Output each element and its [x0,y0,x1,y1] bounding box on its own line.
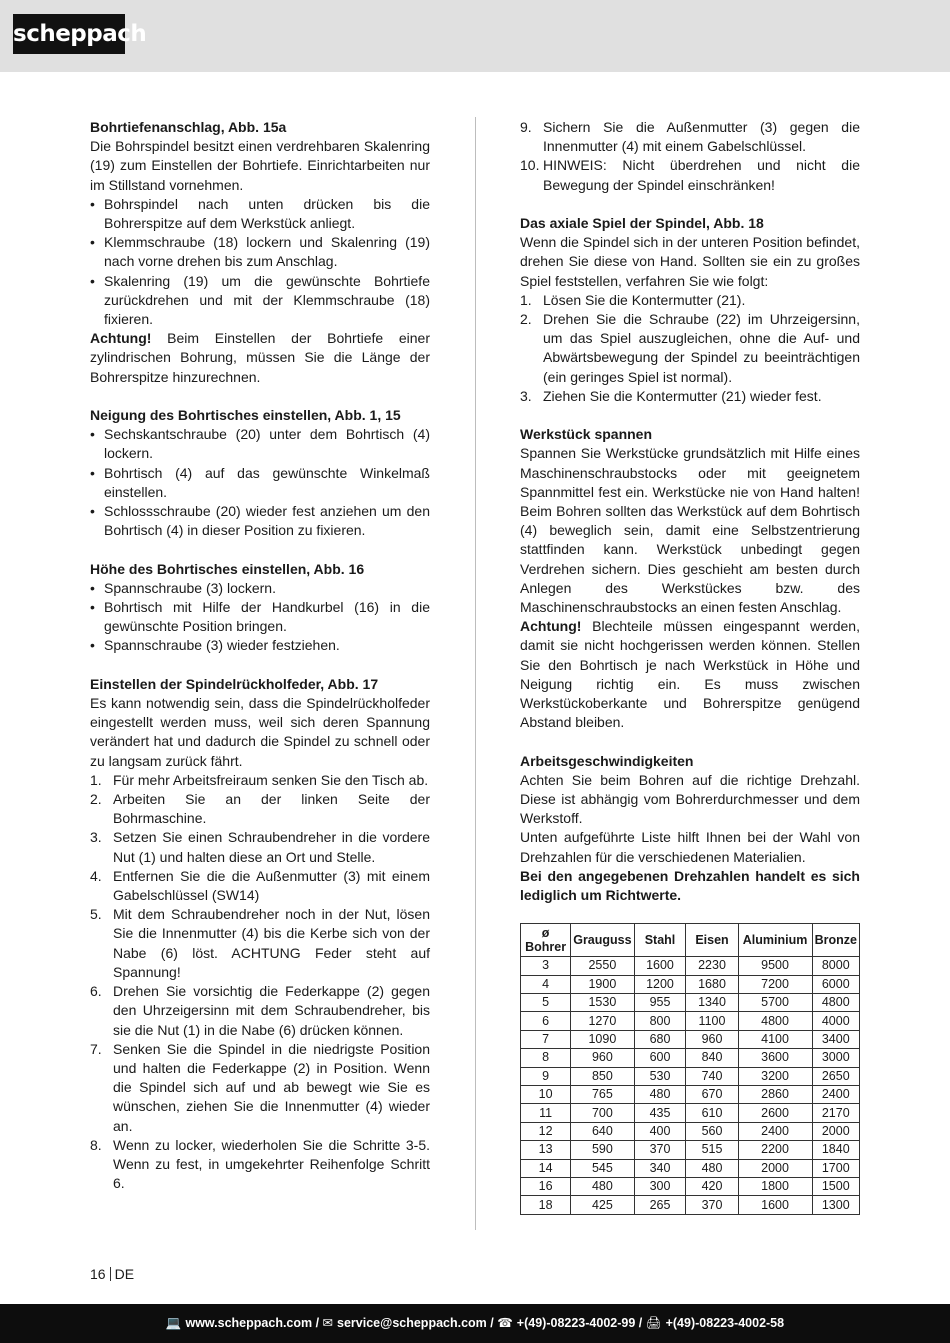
phone-icon: ☎ [497,1316,513,1330]
speeds-note: Bei den angegebenen Drehzahlen handelt es sich lediglich um Richtwerte. [520,867,860,904]
table-cell: 9 [521,1067,571,1085]
table-cell: 400 [634,1122,686,1140]
return-spring-intro: Es kann notwendig sein, dass die Spindelrückholfeder eingestellt werden muss, weil sich deren Spannung verändert hat und dadurch die Spindel zu schnell oder zu langsam zurück fährt. [90,695,430,769]
warning-label: Achtung! [90,330,152,347]
table-cell: 18 [521,1196,571,1214]
email-link[interactable]: service@scheppach.com [337,1316,487,1330]
step-item: 9. Sichern Sie die Außenmutter (3) gegen die Innenmutter (4) mit einem Gabelschlüssel. [520,119,860,155]
table-cell: 340 [634,1159,686,1177]
table-cell: 670 [686,1086,738,1104]
table-cell: 1600 [738,1196,812,1214]
mail-icon: ✉ [322,1316,334,1330]
table-tilt-bullets [90,425,430,540]
table-cell: 10 [521,1086,571,1104]
step-item: 2. Drehen Sie die Schraube (22) im Uhrzeigersinn, um das Spiel auszugleichen, ohne die Auf- und Abwärtsbewegung der Spindel zu beeinträchtigen (ein geringes Spiel ist normal). [520,311,860,385]
depth-stop-bullets [90,195,430,329]
table-cell: 1840 [812,1141,859,1159]
section-title-depth-stop: Bohrtiefenanschlag, Abb. 15a [90,119,287,135]
table-cell: 3 [521,957,571,975]
table-cell: 1270 [571,1012,634,1030]
table-cell: 8 [521,1049,571,1067]
warning-label: Achtung! [520,618,582,635]
table-cell: 5700 [738,994,812,1012]
table-cell: 3200 [738,1067,812,1085]
table-cell: 1200 [634,975,686,993]
table-cell: 590 [571,1141,634,1159]
step-item: 1. Für mehr Arbeitsfreiraum senken Sie den Tisch ab. [90,771,429,788]
table-row [521,994,860,1012]
table-cell: 300 [634,1177,686,1195]
table-cell: 5 [521,994,571,1012]
table-cell: 1530 [571,994,634,1012]
table-row [521,1159,860,1177]
section-title-speeds: Arbeitsgeschwindigkeiten [520,752,694,769]
table-cell: 955 [634,994,686,1012]
speeds-paragraph-1: Achten Sie beim Bohren auf die richtige Drehzahl. Diese ist abhängig vom Bohrerdurchmesser und dem Werkstoff. [520,771,860,827]
table-cell: 2230 [686,957,738,975]
axial-play-intro: Wenn die Spindel sich in der unteren Position befindet, drehen Sie diese von Hand. Sollten sie ein zu großes Spiel feststellen, verfahren Sie wie folgt: [520,234,860,289]
table-cell: 3600 [738,1049,812,1067]
header-aluminium: Aluminium [738,924,812,957]
fax-icon: 🖨 [645,1316,662,1330]
step-item: 5. Mit dem Schraubendreher noch in der Nut, lösen Sie die Innenmutter (4) bis die Kerbe sich von der Nabe (6) löst. ACHTUNG Feder steht auf Spannung! [90,906,430,980]
table-cell: 840 [686,1049,738,1067]
table-cell: 4000 [812,1012,859,1030]
right-column [520,118,860,1215]
left-column [90,118,430,1193]
table-cell: 960 [571,1049,634,1067]
table-row [521,1030,860,1048]
table-cell: 14 [521,1159,571,1177]
table-cell: 370 [686,1196,738,1214]
clamping-warning [520,617,860,732]
table-cell: 2170 [812,1104,859,1122]
table-cell: 530 [634,1067,686,1085]
table-cell: 640 [571,1122,634,1140]
table-cell: 2400 [812,1086,859,1104]
table-cell: 7 [521,1030,571,1048]
table-cell: 16 [521,1177,571,1195]
table-cell: 9500 [738,957,812,975]
table-header-row [521,924,860,957]
fax-number: +(49)-08223-4002-58 [665,1316,785,1330]
header-band [0,0,950,72]
table-cell: 850 [571,1067,634,1085]
table-cell: 545 [571,1159,634,1177]
website-link[interactable]: www.scheppach.com [185,1316,313,1330]
step-item: 3. Ziehen Sie die Kontermutter (21) wieder fest. [520,387,822,404]
step-item: 10. HINWEIS: Nicht überdrehen und nicht die Bewegung der Spindel einschränken! [520,157,860,193]
return-spring-steps-continued [520,118,860,195]
table-cell: 2000 [738,1159,812,1177]
table-cell: 3400 [812,1030,859,1048]
table-row [521,957,860,975]
table-cell: 480 [571,1177,634,1195]
table-height-bullets [90,579,430,656]
section-title-table-tilt: Neigung des Bohrtisches einstellen, Abb. 1, 15 [90,407,401,424]
table-row [521,1196,860,1214]
step-item: 2. Arbeiten Sie an der linken Seite der Bohrmaschine. [90,791,430,827]
phone-number: +(49)-08223-4002-99 [516,1316,636,1330]
step-item: 4. Entfernen Sie die die Außenmutter (3) mit einem Gabelschlüssel (SW14) [90,867,430,904]
clamping-intro: Spannen Sie Werkstücke grundsätzlich mit Hilfe eines Maschinenschraubstocks oder mit geeignetem Spannmittel fest ein. Werkstücke nie von Hand halten! Beim Bohren sollten das Werkstück auf dem Bohrtisch (4) beweglich sein, damit eine Selbstzentrierung stattfinden kann. Werkstück unbedingt gegen Verdrehen sichern. Dies geschieht am besten durch Anlegen des Werkstückes bzw. des Maschinenschraubstocks an einen festen Anschlag. [520,445,860,616]
bullet-item: • Klemmschraube (18) lockern und Skalenring (19) nach vorne drehen bis zum Anschlag. [90,233,430,271]
bullet-item: • Bohrtisch mit Hilfe der Handkurbel (16) in die gewünschte Position bringen. [90,598,430,636]
bullet-item: • Skalenring (19) um die gewünschte Bohrtiefe zurückdrehen und mit der Klemmschraube (18) fixieren. [90,272,430,330]
table-cell: 2000 [812,1122,859,1140]
step-item: 6. Drehen Sie vorsichtig die Federkappe (2) gegen den Uhrzeigersinn mit dem Schraubendreher, bis sie die Nut (1) in die Nabe (6) drücken können. [90,983,430,1038]
table-cell: 700 [571,1104,634,1122]
step-item: 3. Setzen Sie einen Schraubendreher in die vordere Nut (1) und halten diese an Ort und Stelle. [90,829,430,865]
table-row [521,1012,860,1030]
header-drill-diameter: ø Bohrer [521,924,571,957]
bullet-item: • Bohrspindel nach unten drücken bis die Bohrerspitze auf dem Werkstück anliegt. [90,195,430,233]
speeds-paragraph-2: Unten aufgeführte Liste hilft Ihnen bei der Wahl von Drehzahlen für die verschiedenen Materialien. [520,829,860,865]
table-cell: 1100 [686,1012,738,1030]
depth-stop-warning [90,329,430,387]
step-item: 7. Senken Sie die Spindel in die niedrigste Position und halten die Federkappe (2) in Position. Wenn die Spindel sich auf und ab bewegt wie Sie es wünschen, ziehen Sie die Innenmutter (4) wieder an. [90,1040,430,1134]
table-cell: 2860 [738,1086,812,1104]
table-row [521,1067,860,1085]
axial-play-steps [520,291,860,406]
section-title-clamping: Werkstück spannen [520,426,653,443]
table-cell: 480 [686,1159,738,1177]
section-title-axial-play: Das axiale Spiel der Spindel, Abb. 18 [520,215,764,231]
table-cell: 610 [686,1104,738,1122]
table-cell: 425 [571,1196,634,1214]
table-cell: 4800 [738,1012,812,1030]
table-cell: 765 [571,1086,634,1104]
table-cell: 1500 [812,1177,859,1195]
table-cell: 1800 [738,1177,812,1195]
page-number: 16 DE [90,1266,135,1282]
table-cell: 800 [634,1012,686,1030]
table-cell: 2600 [738,1104,812,1122]
section-title-table-height: Höhe des Bohrtisches einstellen, Abb. 16 [90,560,365,577]
bullet-item: • Schlossschraube (20) wieder fest anziehen um den Bohrtisch (4) in dieser Position zu fixieren. [90,502,430,540]
speed-table-body [521,957,860,1214]
table-row [521,975,860,993]
table-cell: 4800 [812,994,859,1012]
table-cell: 960 [686,1030,738,1048]
return-spring-steps [90,771,430,1193]
table-row [521,1049,860,1067]
bullet-item: • Sechskantschraube (20) unter dem Bohrtisch (4) lockern. [90,425,430,463]
warning-text: Beim Einstellen der Bohrtiefe einer zylindrischen Bohrung, müssen Sie die Länge der Bohrerspitze hinzurechnen. [90,330,430,385]
table-cell: 2200 [738,1141,812,1159]
header-cast-iron: Grauguss [571,924,634,957]
table-row [521,1086,860,1104]
table-cell: 13 [521,1141,571,1159]
table-cell: 560 [686,1122,738,1140]
computer-icon: 💻 [165,1316,182,1330]
table-cell: 1600 [634,957,686,975]
table-cell: 11 [521,1104,571,1122]
table-cell: 6 [521,1012,571,1030]
table-cell: 6000 [812,975,859,993]
table-row [521,1104,860,1122]
table-cell: 8000 [812,957,859,975]
bullet-item: • Spannschraube (3) lockern. [90,579,430,598]
table-cell: 2650 [812,1067,859,1085]
table-row [521,1141,860,1159]
table-cell: 1090 [571,1030,634,1048]
table-cell: 2400 [738,1122,812,1140]
step-item: 8. Wenn zu locker, wiederholen Sie die Schritte 3-5. Wenn zu fest, in umgekehrter Reihenfolge Schritt 6. [90,1136,430,1192]
table-cell: 420 [686,1177,738,1195]
table-cell: 480 [634,1086,686,1104]
step-item: 1. Lösen Sie die Kontermutter (21). [520,291,746,308]
table-cell: 12 [521,1122,571,1140]
scheppach-logo: scheppach [13,14,125,54]
bullet-item: • Spannschraube (3) wieder festziehen. [90,636,430,655]
table-row [521,1122,860,1140]
table-cell: 7200 [738,975,812,993]
header-iron: Eisen [686,924,738,957]
header-bronze: Bronze [812,924,859,957]
table-cell: 2550 [571,957,634,975]
table-cell: 1300 [812,1196,859,1214]
table-cell: 1900 [571,975,634,993]
table-cell: 1680 [686,975,738,993]
footer-contact-bar: 💻 www.scheppach.com / ✉ service@scheppach.com / ☎ +(49)-08223-4002-99 / 🖨 +(49)-08223-4002-58 [0,1304,950,1343]
table-cell: 1340 [686,994,738,1012]
speed-table [520,923,860,1214]
column-divider [475,117,476,1230]
bullet-item: • Bohrtisch (4) auf das gewünschte Winkelmaß einstellen. [90,464,430,502]
depth-stop-intro: Die Bohrspindel besitzt einen verdrehbaren Skalenring (19) zum Einstellen der Bohrtiefe. Einrichtarbeiten nur im Stillstand vornehmen. [90,138,430,193]
warning-text: Blechteile müssen eingespannt werden, damit sie nicht hochgerissen werden können. Stellen Sie den Bohrtisch je nach Werkstück in Höhe und Neigung richtig ein. Es muss zwischen Werkstückoberkante und Bohrerspitze genügend Abstand bleiben. [520,618,860,731]
table-cell: 3000 [812,1049,859,1067]
table-cell: 265 [634,1196,686,1214]
table-cell: 4 [521,975,571,993]
table-cell: 4100 [738,1030,812,1048]
table-cell: 680 [634,1030,686,1048]
header-steel: Stahl [634,924,686,957]
table-cell: 515 [686,1141,738,1159]
table-cell: 1700 [812,1159,859,1177]
table-cell: 370 [634,1141,686,1159]
table-cell: 740 [686,1067,738,1085]
table-cell: 435 [634,1104,686,1122]
section-title-return-spring: Einstellen der Spindelrückholfeder, Abb. 17 [90,675,379,692]
table-cell: 600 [634,1049,686,1067]
table-row [521,1177,860,1195]
